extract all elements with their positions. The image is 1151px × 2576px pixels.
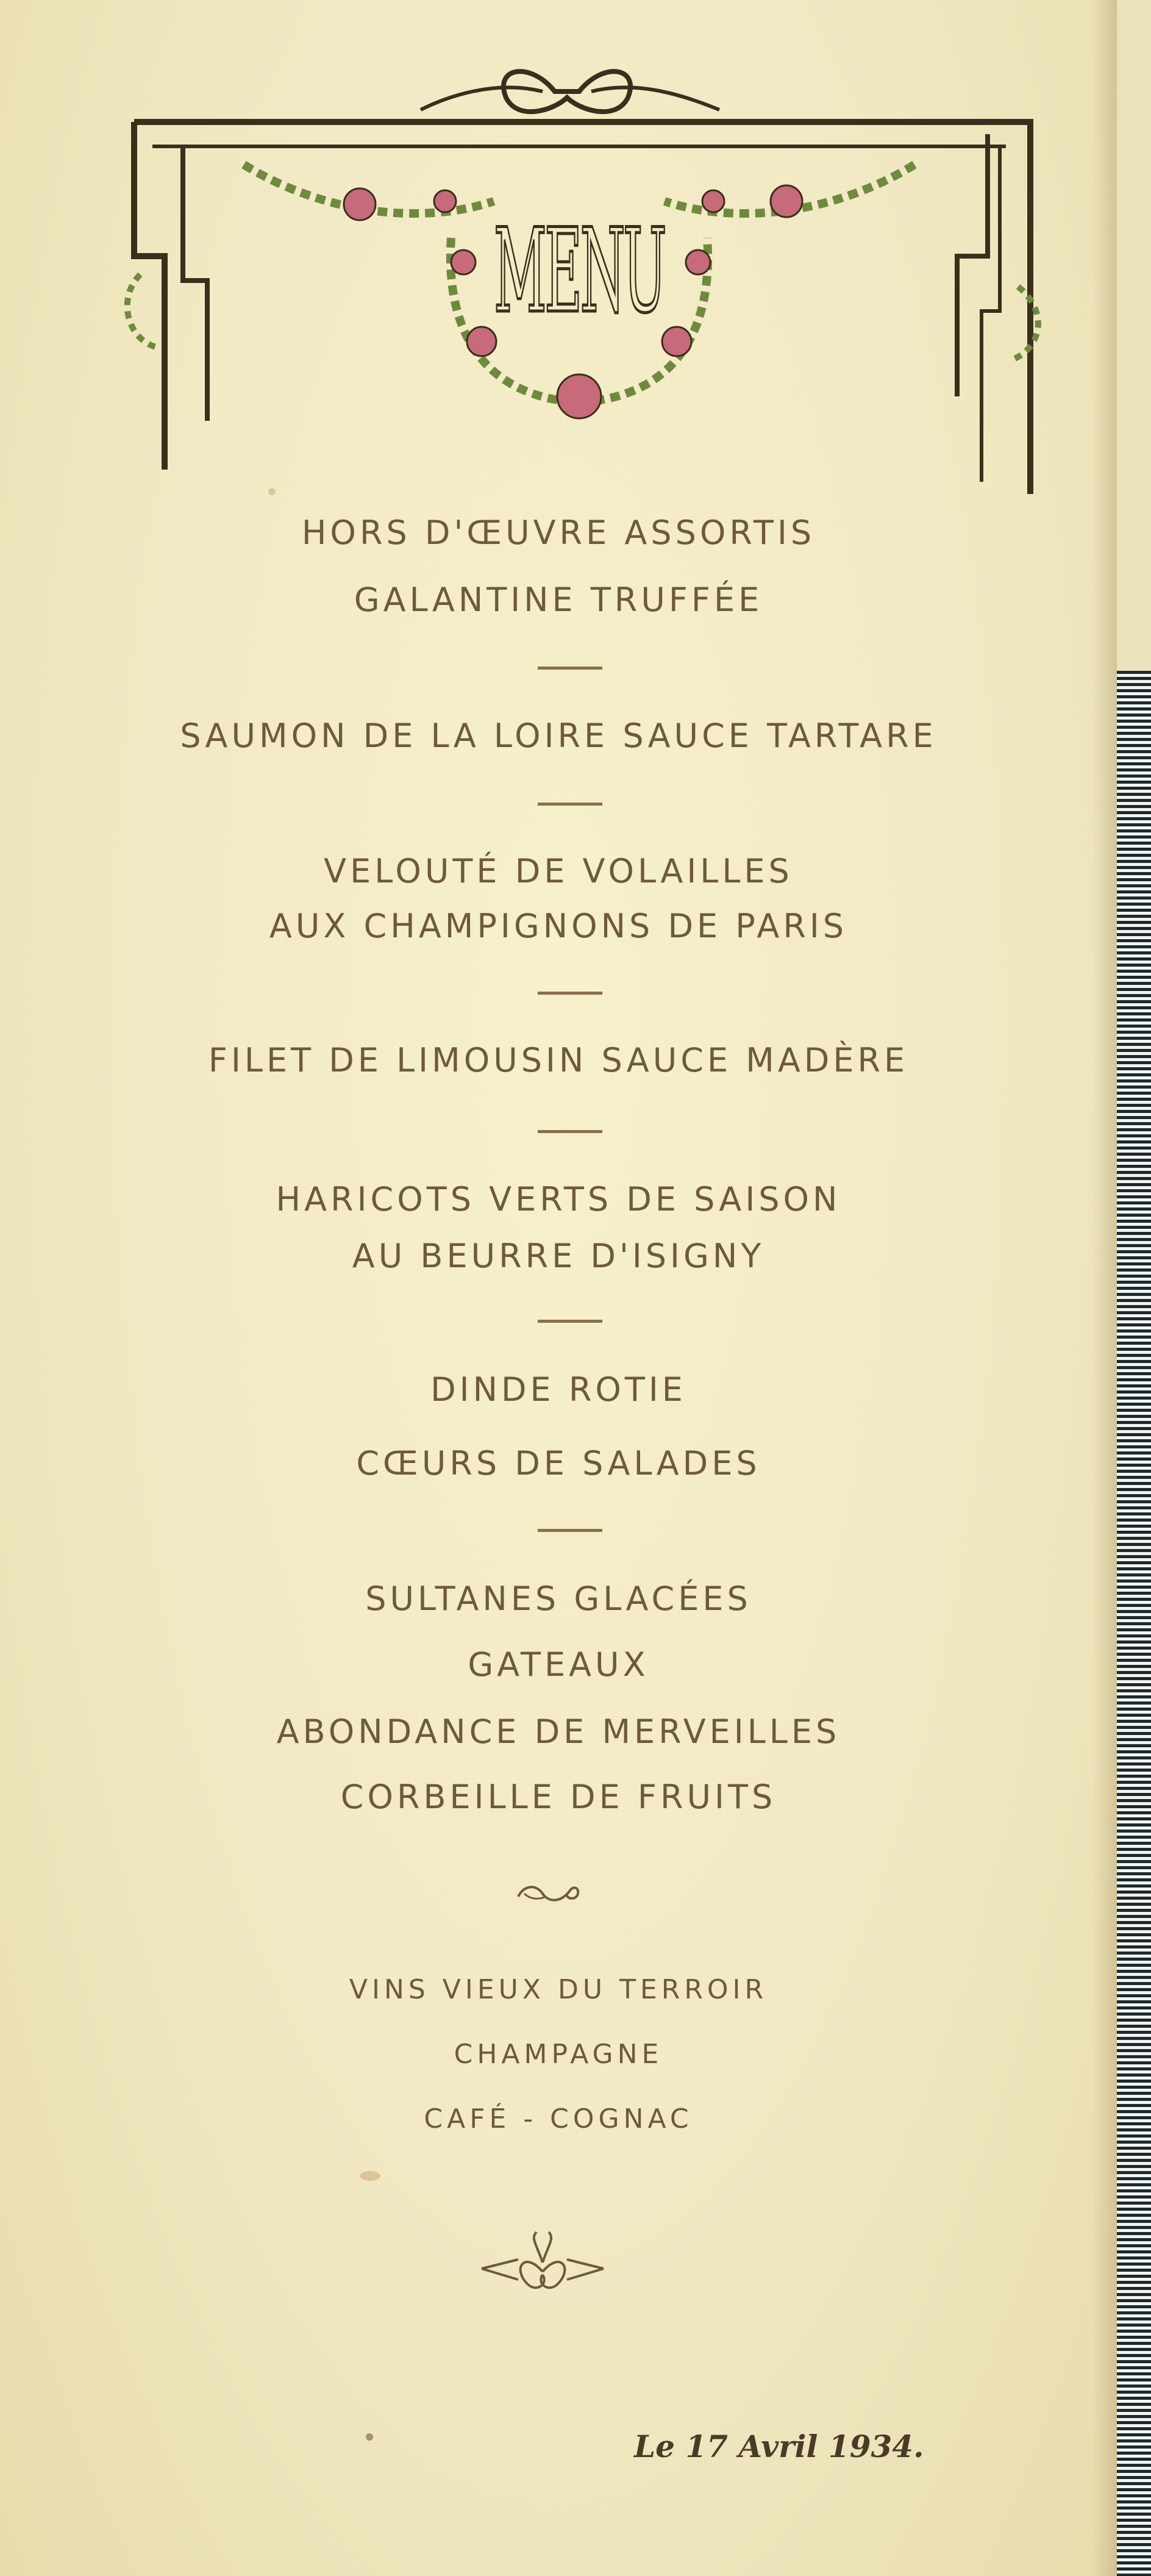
- course-veloute: VELOUTÉ DE VOLAILLES: [324, 852, 793, 890]
- course-dinde: DINDE ROTIE: [430, 1370, 686, 1409]
- background-edge-top: [1117, 0, 1151, 671]
- divider-rule: [538, 803, 602, 806]
- card-edge-shadow: [1091, 0, 1117, 2576]
- paper-stain: [360, 2171, 380, 2181]
- floral-menu-header-ornament: [104, 55, 1079, 506]
- dessert-corbeille: CORBEILLE DE FRUITS: [340, 1778, 777, 1816]
- divider-rule: [538, 1529, 602, 1532]
- divider-rule: [538, 1130, 602, 1133]
- wine-cafe-cognac: CAFÉ - COGNAC: [424, 2103, 693, 2134]
- course-galantine: GALANTINE TRUFFÉE: [354, 581, 763, 619]
- divider-rule: [538, 1320, 602, 1323]
- paper-stain: [366, 2433, 373, 2441]
- course-filet: FILET DE LIMOUSIN SAUCE MADÈRE: [208, 1041, 909, 1079]
- course-hors-doeuvre: HORS D'ŒUVRE ASSORTIS: [301, 513, 816, 552]
- course-saumon: SAUMON DE LA LOIRE SAUCE TARTARE: [180, 717, 937, 755]
- paper-stain: [268, 488, 276, 495]
- wine-champagne: CHAMPAGNE: [454, 2039, 663, 2070]
- handwritten-date: Le 17 Avril 1934.: [634, 2428, 924, 2464]
- dessert-sultanes: SULTANES GLACÉES: [365, 1580, 752, 1618]
- wine-vins-vieux: VINS VIEUX DU TERROIR: [349, 1974, 768, 2005]
- course-salades: CŒURS DE SALADES: [356, 1444, 761, 1483]
- course-haricots-line-2: AU BEURRE D'ISIGNY: [352, 1237, 765, 1275]
- course-haricots: HARICOTS VERTS DE SAISON: [276, 1180, 841, 1218]
- menu-title-text: MENU: [494, 204, 665, 338]
- scroll-ornament-icon: [476, 2226, 610, 2305]
- dessert-gateaux: GATEAUX: [468, 1645, 649, 1684]
- divider-rule: [538, 667, 602, 670]
- course-veloute-line-2: AUX CHAMPIGNONS DE PARIS: [269, 907, 848, 945]
- dessert-abondance: ABONDANCE DE MERVEILLES: [276, 1712, 841, 1751]
- scroll-flourish-icon: [512, 1878, 585, 1909]
- divider-rule: [538, 992, 602, 995]
